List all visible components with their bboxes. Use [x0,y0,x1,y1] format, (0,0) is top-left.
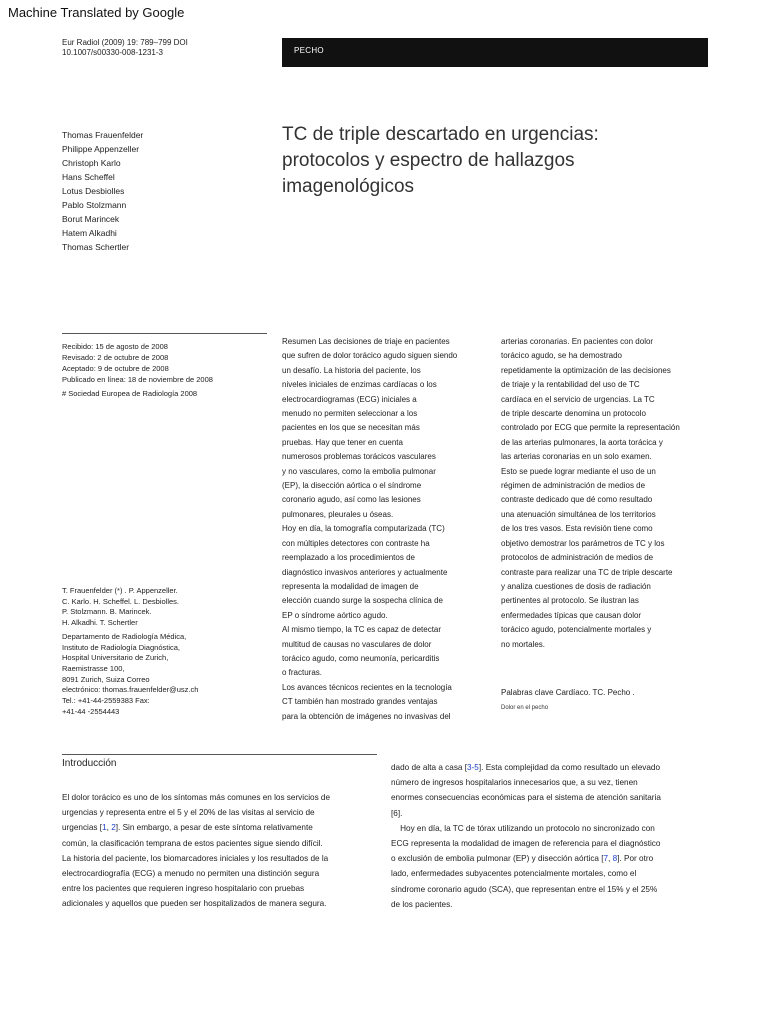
abstract-line: de triaje y la rentabilidad del uso de TC [501,380,640,390]
abstract-line: (EP), la disección aórtica o el síndrome [282,481,422,491]
abstract-line: Esto se puede lograr mediante el uso de un [501,466,656,476]
text-line: Hoy en día, la TC de tórax utilizando un protocolo no sincronizado con [391,823,655,833]
text-line: ECG representa la modalidad de imagen de referencia para el diagnóstico [391,839,661,849]
affil-city: 8091 Zurich, Suiza Correo [62,674,150,684]
abstract-line: de los tres vasos. Esta revisión tiene como [501,524,653,534]
text-line: urgencias y representa entre el 5 y el 20% de las visitas al servicio de [62,808,315,818]
article-history [62,342,213,400]
abstract-line: un desafío. La historia del paciente, los [282,365,421,375]
abstract-line: menudo no permiten seleccionar a los [282,409,418,419]
abstract-line: multitud de causas no vasculares de dolor [282,639,432,649]
text-line: común, la clasificación temprana de estos pacientes sigue siendo difícil. [62,838,323,848]
affil-street: Raemistrasse 100, [62,663,125,673]
affil-authors: P. Stolzmann. B. Marincek. [62,607,152,617]
author-list [62,128,143,254]
copyright: # Sociedad Europea de Radiología 2008 [62,389,198,398]
journal-citation [62,38,188,58]
abstract-line: EP o síndrome aórtico agudo. [282,610,388,620]
abstract-line: electrocardiogramas (ECG) iniciales a [282,394,417,404]
abstract-line: controlado por ECG que permite la representación [501,423,680,433]
section-heading: Introducción [62,758,117,769]
keywords: Palabras clave Cardíaco. TC. Pecho . [501,688,635,697]
text-line: urgencias [1, 2]. Sin embargo, a pesar de este síntoma relativamente [62,823,313,833]
text-line: enormes consecuencias económicas para el sistema de atención sanitaria [391,793,661,803]
abstract-line: que sufren de dolor torácico agudo siguen siendo [282,351,458,361]
abstract-line: protocolos de administración de medios de [501,553,654,563]
abstract-line: objetivo demostrar los parámetros de TC y los [501,538,665,548]
text-line: El dolor torácico es uno de los síntomas más comunes en los servicios de [62,793,331,802]
text-line: entre los pacientes que requieren ingreso hospitalario con pruebas [62,884,305,894]
intro-column-left [62,790,380,912]
text-line: de los pacientes. [391,899,453,909]
citation-link[interactable]: 8 [612,854,618,864]
author-name: Thomas Frauenfelder [62,130,144,140]
abstract-line: enfermedades típicas que causan dolor [501,610,642,620]
affiliation-block [62,586,198,717]
abstract-line: de triple descarte denomina un protocolo [501,409,646,419]
abstract-line: numerosos problemas torácicos vasculares [282,452,436,462]
translation-banner: Machine Translated by Google [8,5,185,20]
abstract-line: repetidamente la optimización de las decisiones [501,365,671,375]
affil-institute: Instituto de Radiología Diagnóstica, [62,642,180,652]
abstract-line: Resumen Las decisiones de triaje en pacientes [282,337,450,346]
abstract-line: y analiza cuestiones de dosis de radiación [501,581,651,591]
abstract-line: diagnóstico invasivos anteriores y actualmente [282,567,448,577]
abstract-line: pruebas. Hay que tener en cuenta [282,437,403,447]
abstract-line: para la obtención de imágenes no invasivas del [282,711,451,721]
abstract-line: arterias coronarias. En pacientes con dolor [501,337,654,346]
abstract-column-2 [501,335,701,652]
intro-column-right [391,760,709,912]
affil-authors: H. Alkadhi. T. Schertler [62,618,138,628]
author-name: Thomas Schertler [62,242,130,252]
abstract-line: cardíaca en el servicio de urgencias. La TC [501,394,655,404]
revised-date: Revisado: 2 de octubre de 2008 [62,352,169,362]
abstract-column-1 [282,335,482,724]
text-line: lado, enfermedades subyacentes potencialmente mortales, como el [391,869,637,879]
abstract-line: una atenuación simultánea de los territorios [501,509,656,519]
abstract-line: contraste dedicado que dé como resultado [501,495,653,505]
title-line: TC de triple descartado en urgencias: [282,124,599,145]
abstract-line: o fracturas. [282,668,323,678]
abstract-line: con múltiples detectores con contraste ha [282,538,430,548]
citation-link[interactable]: 7 [603,854,609,864]
abstract-line: las arterias coronarias en un solo examen. [501,452,652,462]
section-label: PECHO [294,46,324,55]
citation-link[interactable]: 1 [102,823,107,833]
text-line: o exclusión de embolia pulmonar (EP) y disección aórtica [7, 8]. Por otro [391,854,654,864]
section-header-bar [282,38,708,67]
title-line: protocolos y espectro de hallazgos [282,150,575,171]
abstract-line: torácico agudo, potencialmente mortales y [501,625,652,635]
published-date: Publicado en línea: 18 de noviembre de 2008 [62,374,213,384]
author-name: Philippe Appenzeller [62,144,140,154]
author-name: Hatem Alkadhi [62,228,117,238]
author-name: Christoph Karlo [62,158,121,168]
abstract-line: de las arterias pulmonares, la aorta torácica y [501,437,663,447]
text-line: electrocardiografía (ECG) a menudo no permiten una distinción segura [62,869,320,879]
affil-fax: +41-44 -2554443 [62,706,120,716]
divider [62,754,377,755]
abstract-line: contraste para realizar una TC de triple descarte [501,567,673,577]
doi-line: 10.1007/s00330-008-1231-3 [62,48,163,57]
text-line: dado de alta a casa [3-5]. Esta complejidad da como resultado un elevado [391,763,661,772]
citation-link[interactable]: 2 [111,823,116,833]
affil-email: electrónico: thomas.frauenfelder@usz.ch [62,685,199,695]
abstract-line: torácico agudo, se ha demostrado [501,351,622,361]
text-line: síndrome coronario agudo (SCA), que representan entre el 15% y el 25% [391,884,658,894]
affil-hospital: Hospital Universitario de Zurich, [62,653,169,663]
abstract-line: torácico agudo, como neumonía, pericarditis [282,653,440,663]
author-name: Lotus Desbiolles [62,186,125,196]
abstract-line: no mortales. [501,639,546,649]
abstract-line: Al mismo tiempo, la TC es capaz de detectar [282,625,442,635]
author-name: Borut Marincek [62,214,120,224]
citation-line: Eur Radiol (2009) 19: 789–799 DOI [62,38,188,47]
abstract-line: Hoy en día, la tomografía computarizada (TC) [282,524,445,534]
abstract-line: y no vasculares, como la embolia pulmonar [282,466,436,476]
divider [62,333,267,334]
keywords-continuation: Dolor en el pecho [501,705,549,711]
text-line: La historia del paciente, los biomarcadores iniciales y los resultados de la [62,853,329,863]
abstract-line: pulmonares, pleurales u óseas. [282,509,394,519]
affil-authors: C. Karlo. H. Scheffel. L. Desbiolles. [62,596,179,606]
text-line: adicionales y aquellos que pueden ser hospitalizados de manera segura. [62,899,327,909]
affil-department: Departamento de Radiología Médica, [62,631,187,641]
abstract-line: elección cuando surge la sospecha clínica de [282,596,443,606]
abstract-line: reemplazado a los procedimientos de [282,553,415,563]
abstract-line: representa la modalidad de imagen de [282,581,419,591]
text-line: [6]. [391,808,403,818]
accepted-date: Aceptado: 9 de octubre de 2008 [62,364,169,373]
abstract-line: coronario agudo, así como las lesiones [282,495,421,505]
affil-tel: Tel.: +41-44-2559383 Fax: [62,696,150,706]
abstract-line: pertinentes al protocolo. Se ilustran las [501,596,639,606]
abstract-line: niveles iniciales de enzimas cardíacas o los [282,380,437,390]
article-title [282,122,702,200]
abstract-line: Los avances técnicos recientes en la tecnología [282,682,452,692]
citation-link[interactable]: 3-5 [467,763,479,772]
abstract-line: régimen de administración de medios de [501,481,646,491]
abstract-line: pacientes en los que se necesitan más [282,423,420,433]
author-name: Pablo Stolzmann [62,200,127,210]
title-line: imagenológicos [282,176,415,197]
text-line: número de ingresos hospitalarios innecesarios que, a su vez, tienen [391,778,638,788]
affil-authors: T. Frauenfelder (*) . P. Appenzeller. [62,586,178,595]
abstract-line: CT también han mostrado grandes ventajas [282,697,438,707]
received-date: Recibido: 15 de agosto de 2008 [62,342,168,351]
author-name: Hans Scheffel [62,172,115,182]
